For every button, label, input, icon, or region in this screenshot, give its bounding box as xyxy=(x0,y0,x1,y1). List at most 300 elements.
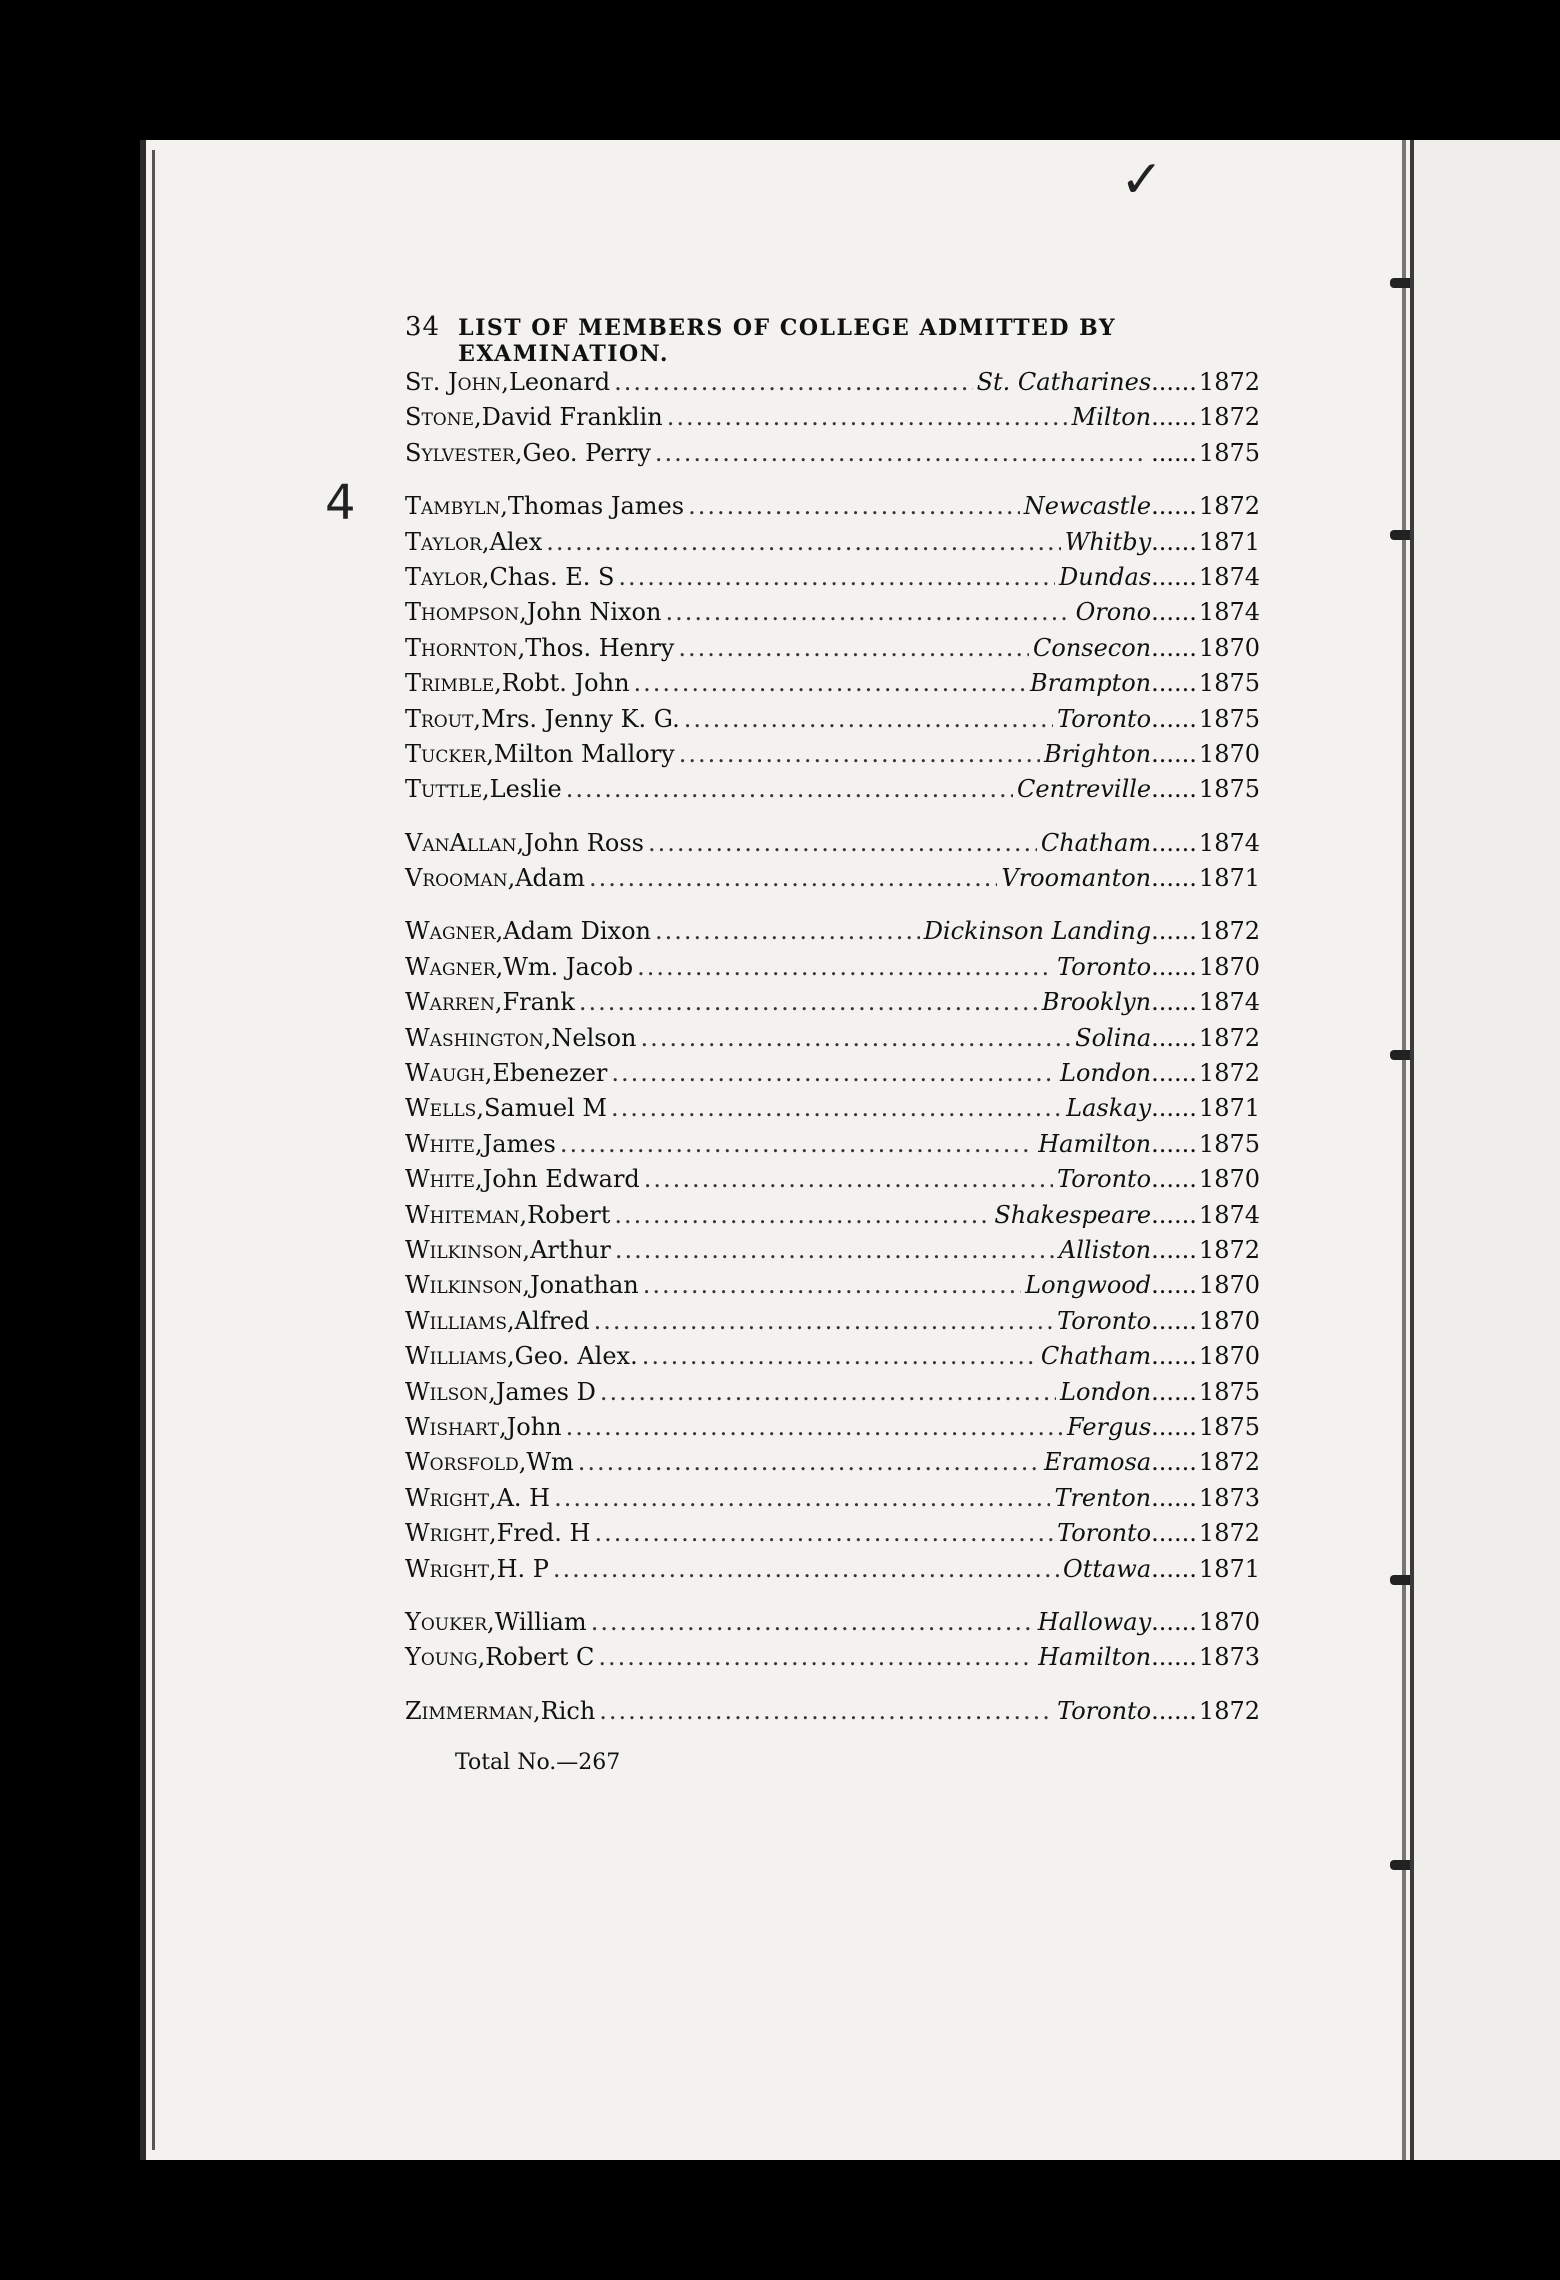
member-given-name: Geo. Perry xyxy=(522,438,651,467)
member-given-name: James xyxy=(482,1129,556,1158)
member-year: 1870 xyxy=(1198,1607,1260,1636)
page-title: LIST OF MEMBERS OF COLLEGE ADMITTED BY EXAMINATION. xyxy=(458,315,1117,367)
member-given-name: Adam Dixon xyxy=(503,917,651,946)
member-year: 1875 xyxy=(1198,1412,1260,1441)
dot-leader xyxy=(591,1608,1034,1636)
member-place: Brighton xyxy=(1043,739,1152,768)
list-item xyxy=(405,563,1260,598)
dot-leader xyxy=(566,775,1013,803)
dot-leader-short: ...... xyxy=(1151,1235,1197,1264)
member-given-name: Robt. John xyxy=(501,669,630,698)
member-place: Orono xyxy=(1075,598,1152,627)
member-year: 1872 xyxy=(1198,368,1260,396)
member-group xyxy=(405,492,1260,811)
member-year: 1875 xyxy=(1198,1129,1260,1158)
dot-leader-short: ...... xyxy=(1151,864,1197,893)
name-separator: , xyxy=(474,1129,483,1158)
member-year: 1875 xyxy=(1198,438,1260,467)
name-separator: , xyxy=(488,1483,497,1512)
member-given-name: Thomas James xyxy=(507,492,685,521)
member-surname: Warren xyxy=(405,988,495,1017)
member-surname: Tuttle xyxy=(405,775,483,804)
name-separator: , xyxy=(519,1200,528,1229)
dot-leader xyxy=(554,1484,1050,1512)
member-given-name: Alfred xyxy=(514,1306,590,1335)
member-place: Chatham xyxy=(1040,828,1152,857)
member-given-name: Nelson xyxy=(551,1023,637,1052)
member-given-name: Ebenezer xyxy=(492,1059,608,1088)
name-separator: , xyxy=(477,1643,486,1672)
member-year: 1872 xyxy=(1198,1059,1260,1088)
dot-leader-short: ...... xyxy=(1151,952,1197,981)
member-year: 1875 xyxy=(1198,669,1260,698)
dot-leader-short: ...... xyxy=(1151,1643,1197,1672)
member-place: Toronto xyxy=(1057,1696,1152,1725)
member-year: 1870 xyxy=(1198,1165,1260,1194)
dot-leader-short: ...... xyxy=(1151,669,1197,698)
member-place: Laskay xyxy=(1066,1094,1152,1123)
dot-leader-short: ...... xyxy=(1151,1129,1197,1158)
dot-leader-short: ...... xyxy=(1151,828,1197,857)
member-year: 1871 xyxy=(1198,1554,1260,1583)
dot-leader xyxy=(553,1555,1059,1583)
dot-leader-short: ...... xyxy=(1151,704,1197,733)
member-place: Dundas xyxy=(1058,562,1152,591)
name-separator: , xyxy=(473,704,482,733)
member-place: Halloway xyxy=(1037,1607,1152,1636)
list-item xyxy=(405,1094,1260,1129)
total-count: Total No.—267 xyxy=(455,1750,621,1776)
member-year: 1872 xyxy=(1198,1023,1260,1052)
page-header xyxy=(405,312,1260,367)
name-separator: , xyxy=(532,1696,541,1725)
dot-leader xyxy=(634,669,1027,697)
member-list xyxy=(405,312,1260,1780)
list-item xyxy=(405,439,1260,474)
dot-leader xyxy=(566,1413,1063,1441)
dot-leader xyxy=(611,1094,1062,1122)
member-place: London xyxy=(1060,1377,1152,1406)
member-surname: Tambyln xyxy=(405,492,501,521)
member-place: Milton xyxy=(1071,403,1152,432)
list-item xyxy=(405,634,1260,669)
member-year: 1871 xyxy=(1198,864,1260,893)
name-separator: , xyxy=(519,598,527,627)
member-surname: Wagner xyxy=(405,917,496,946)
dot-leader-short: ...... xyxy=(1151,492,1197,521)
member-given-name: H. P xyxy=(496,1554,549,1583)
name-separator: , xyxy=(494,669,502,698)
member-given-name: Arthur xyxy=(530,1235,611,1264)
name-separator: , xyxy=(484,1059,493,1088)
member-place: Fergus xyxy=(1066,1412,1152,1441)
member-surname: White xyxy=(405,1129,475,1158)
member-place: Toronto xyxy=(1057,952,1152,981)
dot-leader-short: ...... xyxy=(1151,633,1197,662)
dot-leader xyxy=(648,829,1037,857)
list-item xyxy=(405,1643,1260,1678)
member-place: Longwood xyxy=(1025,1271,1152,1300)
dot-leader-short: ...... xyxy=(1151,1271,1197,1300)
member-place: London xyxy=(1060,1059,1152,1088)
member-group xyxy=(405,368,1260,474)
dot-leader xyxy=(560,1130,1034,1158)
dot-leader xyxy=(614,1201,990,1229)
name-separator: , xyxy=(507,1342,515,1371)
member-year: 1870 xyxy=(1198,739,1260,768)
member-given-name: Milton Mallory xyxy=(493,739,675,768)
list-item xyxy=(405,917,1260,952)
page-edge-line xyxy=(152,150,155,2150)
list-item xyxy=(405,953,1260,988)
right-page xyxy=(1410,140,1560,2160)
list-item xyxy=(405,1130,1260,1165)
dot-leader xyxy=(599,1697,1053,1725)
list-item xyxy=(405,864,1260,899)
member-given-name: John Ross xyxy=(524,828,644,857)
member-place: St. Catharines xyxy=(976,368,1152,396)
list-item xyxy=(405,705,1260,740)
dot-leader-short: ...... xyxy=(1151,917,1197,946)
member-given-name: John Edward xyxy=(482,1165,640,1194)
dot-leader xyxy=(678,634,1029,662)
dot-leader-short: ...... xyxy=(1151,1607,1197,1636)
member-place: Toronto xyxy=(1057,1306,1152,1335)
name-separator: , xyxy=(518,1448,527,1477)
member-group xyxy=(405,917,1260,1589)
member-group xyxy=(405,829,1260,900)
dot-leader xyxy=(611,1059,1056,1087)
member-surname: Wright xyxy=(405,1483,489,1512)
name-separator: , xyxy=(482,775,490,804)
member-given-name: John xyxy=(506,1412,562,1441)
member-place: Hamilton xyxy=(1038,1129,1152,1158)
member-surname: St. John xyxy=(405,368,502,396)
dot-leader-short: ...... xyxy=(1151,1342,1197,1371)
dot-leader-short: ...... xyxy=(1151,527,1197,556)
name-separator: , xyxy=(495,952,504,981)
dot-leader xyxy=(546,528,1061,556)
name-separator: , xyxy=(474,403,482,432)
member-place: Chatham xyxy=(1040,1342,1152,1371)
dot-leader xyxy=(655,439,1147,467)
member-year: 1873 xyxy=(1198,1483,1260,1512)
list-item xyxy=(405,1165,1260,1200)
member-year: 1872 xyxy=(1198,1448,1260,1477)
name-separator: , xyxy=(543,1023,552,1052)
list-item xyxy=(405,492,1260,527)
member-surname: Waugh xyxy=(405,1059,485,1088)
list-item xyxy=(405,775,1260,810)
name-separator: , xyxy=(488,1519,497,1548)
member-given-name: Thos. Henry xyxy=(525,633,675,662)
name-separator: , xyxy=(498,1412,507,1441)
name-separator: , xyxy=(486,739,494,768)
member-place: Ottawa xyxy=(1063,1554,1152,1583)
name-separator: , xyxy=(501,368,509,396)
member-given-name: Mrs. Jenny K. G. xyxy=(481,704,680,733)
member-year: 1872 xyxy=(1198,917,1260,946)
dot-leader-short: ...... xyxy=(1151,1412,1197,1441)
member-surname: Wright xyxy=(405,1554,489,1583)
member-surname: Tucker xyxy=(405,739,487,768)
list-item xyxy=(405,1236,1260,1271)
member-year: 1871 xyxy=(1198,527,1260,556)
member-given-name: Alex xyxy=(489,527,543,556)
dot-leader xyxy=(578,1448,1040,1476)
member-given-name: A. H xyxy=(496,1483,551,1512)
member-surname: Trimble xyxy=(405,669,495,698)
name-separator: , xyxy=(500,492,508,521)
dot-leader xyxy=(642,1342,1037,1370)
member-given-name: Wm xyxy=(526,1448,574,1477)
dot-leader xyxy=(655,917,920,945)
dot-leader-short: ...... xyxy=(1151,1483,1197,1512)
member-group xyxy=(405,1608,1260,1679)
list-item xyxy=(405,1342,1260,1377)
name-separator: , xyxy=(474,1165,483,1194)
dot-leader-short: ...... xyxy=(1151,1696,1197,1725)
member-surname: White xyxy=(405,1165,475,1194)
member-surname: Whiteman xyxy=(405,1200,520,1229)
name-separator: , xyxy=(507,864,516,893)
member-year: 1871 xyxy=(1198,1094,1260,1123)
member-surname: Worsfold xyxy=(405,1448,519,1477)
dot-leader-short: ...... xyxy=(1151,1059,1197,1088)
member-given-name: Wm. Jacob xyxy=(503,952,634,981)
dot-leader xyxy=(644,1165,1053,1193)
member-surname: Stone xyxy=(405,403,475,432)
dot-leader-short: ...... xyxy=(1151,1165,1197,1194)
name-separator: , xyxy=(494,988,503,1017)
member-year: 1872 xyxy=(1198,403,1260,432)
list-item xyxy=(405,528,1260,563)
dot-leader-short: ...... xyxy=(1151,1200,1197,1229)
member-place: Vroomanton xyxy=(1001,864,1152,893)
member-surname: Zimmerman xyxy=(405,1696,533,1725)
dot-leader xyxy=(589,864,997,892)
list-item xyxy=(405,829,1260,864)
dot-leader xyxy=(579,988,1038,1016)
name-separator: , xyxy=(481,527,490,556)
dot-leader-short: ...... xyxy=(1151,1023,1197,1052)
dot-leader-short: ...... xyxy=(1151,403,1197,432)
member-groups xyxy=(405,368,1260,1732)
dot-leader xyxy=(594,1519,1053,1547)
dot-leader-short: ...... xyxy=(1151,368,1197,396)
dot-leader xyxy=(614,368,972,396)
dot-leader-short: ...... xyxy=(1151,1094,1197,1123)
member-year: 1872 xyxy=(1198,1519,1260,1548)
member-place: Solina xyxy=(1075,1023,1152,1052)
name-separator: , xyxy=(488,1554,497,1583)
member-given-name: Leslie xyxy=(489,775,562,804)
dot-leader-short: ...... xyxy=(1151,438,1197,467)
member-year: 1874 xyxy=(1198,828,1260,857)
dot-leader-short: ...... xyxy=(1151,562,1197,591)
member-place: Eramosa xyxy=(1044,1448,1152,1477)
member-place: Brooklyn xyxy=(1041,988,1152,1017)
member-given-name: Frank xyxy=(502,988,575,1017)
list-item xyxy=(405,1555,1260,1590)
member-year: 1870 xyxy=(1198,1306,1260,1335)
member-place: Alliston xyxy=(1058,1235,1152,1264)
member-surname: Wilkinson xyxy=(405,1235,523,1264)
member-year: 1875 xyxy=(1198,775,1260,804)
dot-leader xyxy=(594,1307,1053,1335)
list-item xyxy=(405,1378,1260,1413)
member-place: Toronto xyxy=(1057,1519,1152,1548)
member-year: 1870 xyxy=(1198,952,1260,981)
member-given-name: Leonard xyxy=(508,368,611,396)
member-surname: Vrooman xyxy=(405,864,508,893)
name-separator: , xyxy=(488,1377,496,1406)
list-item xyxy=(405,1413,1260,1448)
dot-leader xyxy=(637,953,1053,981)
dot-leader xyxy=(600,1378,1056,1406)
member-given-name: Fred. H xyxy=(496,1519,591,1548)
name-separator: , xyxy=(517,633,526,662)
dot-leader xyxy=(615,1236,1055,1264)
member-surname: Sylvester xyxy=(405,438,515,467)
member-place: Brampton xyxy=(1030,669,1152,698)
member-group xyxy=(405,1697,1260,1732)
list-item xyxy=(405,368,1260,403)
dot-leader-short: ...... xyxy=(1151,775,1197,804)
member-surname: Wilson xyxy=(405,1377,489,1406)
list-item xyxy=(405,740,1260,775)
dot-leader xyxy=(598,1643,1034,1671)
member-place: Centreville xyxy=(1017,775,1152,804)
member-given-name: Jonathan xyxy=(530,1271,639,1300)
member-year: 1874 xyxy=(1198,562,1260,591)
member-given-name: Geo. Alex. xyxy=(514,1342,638,1371)
member-given-name: Samuel M xyxy=(483,1094,607,1123)
list-item xyxy=(405,598,1260,633)
member-surname: Williams xyxy=(405,1306,508,1335)
member-given-name: Rich xyxy=(540,1696,596,1725)
member-surname: Trout xyxy=(405,704,474,733)
member-surname: Wells xyxy=(405,1094,477,1123)
list-item xyxy=(405,669,1260,704)
list-item xyxy=(405,1307,1260,1342)
member-surname: Youker xyxy=(405,1607,488,1636)
dot-leader-short: ...... xyxy=(1151,1448,1197,1477)
dot-leader xyxy=(643,1271,1021,1299)
margin-handwritten-mark: 4 xyxy=(325,475,356,531)
member-year: 1875 xyxy=(1198,1377,1260,1406)
member-given-name: Adam xyxy=(515,864,585,893)
member-year: 1870 xyxy=(1198,1342,1260,1371)
member-surname: Thompson xyxy=(405,598,520,627)
member-year: 1872 xyxy=(1198,1235,1260,1264)
name-separator: , xyxy=(522,1271,531,1300)
list-item xyxy=(405,988,1260,1023)
dot-leader xyxy=(667,403,1068,431)
member-surname: Taylor xyxy=(405,527,482,556)
member-place: Toronto xyxy=(1057,1165,1152,1194)
member-year: 1875 xyxy=(1198,704,1260,733)
member-given-name: James D xyxy=(495,1377,596,1406)
name-separator: , xyxy=(516,828,525,857)
member-given-name: Robert xyxy=(527,1200,611,1229)
list-item xyxy=(405,1519,1260,1554)
list-item xyxy=(405,1697,1260,1732)
member-place: Consecon xyxy=(1033,633,1152,662)
member-year: 1872 xyxy=(1198,1696,1260,1725)
member-year: 1872 xyxy=(1198,492,1260,521)
dot-leader xyxy=(665,598,1071,626)
member-surname: Williams xyxy=(405,1342,508,1371)
member-surname: Thornton xyxy=(405,633,518,662)
dot-leader-short: ...... xyxy=(1151,598,1197,627)
dot-leader-short: ...... xyxy=(1151,1377,1197,1406)
list-item xyxy=(405,1201,1260,1236)
member-place: Shakespeare xyxy=(994,1200,1152,1229)
name-separator: , xyxy=(514,438,523,467)
dot-leader xyxy=(679,740,1040,768)
member-surname: Wagner xyxy=(405,952,496,981)
list-item xyxy=(405,403,1260,438)
dot-leader-short: ...... xyxy=(1151,1519,1197,1548)
name-separator: , xyxy=(495,917,504,946)
dot-leader-short: ...... xyxy=(1151,739,1197,768)
member-place: Whitby xyxy=(1064,527,1152,556)
member-given-name: Robert C xyxy=(485,1643,595,1672)
member-place: Newcastle xyxy=(1023,492,1152,521)
name-separator: , xyxy=(507,1306,515,1335)
member-place: Toronto xyxy=(1057,704,1152,733)
list-item xyxy=(405,1448,1260,1483)
list-item xyxy=(405,1024,1260,1059)
list-item xyxy=(405,1271,1260,1306)
name-separator: , xyxy=(481,562,490,591)
member-surname: Taylor xyxy=(405,562,482,591)
member-given-name: Chas. E. S xyxy=(489,562,615,591)
member-year: 1873 xyxy=(1198,1643,1260,1672)
member-place: Hamilton xyxy=(1038,1643,1152,1672)
dot-leader xyxy=(684,705,1053,733)
dot-leader xyxy=(641,1024,1072,1052)
member-year: 1874 xyxy=(1198,1200,1260,1229)
dot-leader-short: ...... xyxy=(1151,988,1197,1017)
member-year: 1874 xyxy=(1198,988,1260,1017)
member-given-name: William xyxy=(494,1607,587,1636)
member-surname: Washington xyxy=(405,1023,544,1052)
dot-leader xyxy=(688,492,1020,520)
list-item xyxy=(405,1059,1260,1094)
name-separator: , xyxy=(487,1607,495,1636)
page-number: 34 xyxy=(405,312,441,342)
list-item xyxy=(405,1608,1260,1643)
dot-leader xyxy=(618,563,1055,591)
member-surname: VanAllan xyxy=(405,828,517,857)
list-item xyxy=(405,1484,1260,1519)
binding-thread xyxy=(1402,140,1406,2160)
dot-leader-short: ...... xyxy=(1151,1306,1197,1335)
member-surname: Young xyxy=(405,1643,478,1672)
member-given-name: John Nixon xyxy=(526,598,662,627)
member-given-name: David Franklin xyxy=(481,403,663,432)
member-year: 1870 xyxy=(1198,1271,1260,1300)
member-year: 1870 xyxy=(1198,633,1260,662)
dot-leader-short: ...... xyxy=(1151,1554,1197,1583)
member-year: 1874 xyxy=(1198,598,1260,627)
name-separator: , xyxy=(476,1094,484,1123)
margin-check-mark: ✓ xyxy=(1120,150,1164,210)
member-place: Dickinson Landing xyxy=(923,917,1152,946)
member-place: Trenton xyxy=(1054,1483,1152,1512)
